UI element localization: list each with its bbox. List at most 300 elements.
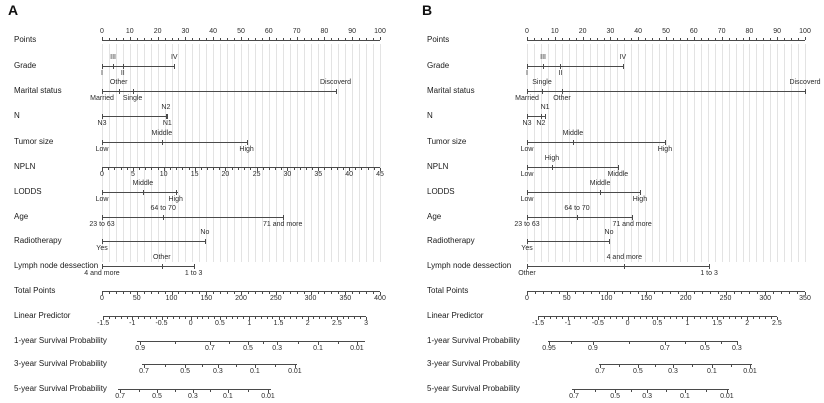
tick-mark <box>102 89 103 94</box>
tick-label: 70 <box>292 28 301 35</box>
minor-tick-mark <box>182 168 183 170</box>
minor-tick-mark <box>116 292 117 294</box>
tick-label: 0.3 <box>272 345 282 352</box>
grid-line <box>276 44 277 262</box>
minor-tick-mark <box>616 317 617 319</box>
minor-tick-mark <box>192 38 193 40</box>
tick-label: 20 <box>221 171 230 178</box>
minor-tick-mark <box>576 38 577 40</box>
tick-label: 2 <box>745 320 750 327</box>
tick-label: High <box>657 146 673 153</box>
minor-tick-mark <box>562 38 563 40</box>
minor-tick-mark <box>706 317 707 319</box>
tick-mark <box>541 114 542 119</box>
grid-line <box>597 44 598 262</box>
minor-tick-mark <box>374 168 375 170</box>
tick-label: 3 <box>364 320 369 327</box>
tick-label: 0.1 <box>223 393 233 400</box>
tick-label: Discoverd <box>319 79 352 86</box>
minor-tick-mark <box>655 365 656 367</box>
grid-line <box>555 44 556 262</box>
minor-tick-mark <box>199 292 200 294</box>
tick-label: II <box>558 70 563 77</box>
row-label: Total Points <box>427 286 469 295</box>
minor-tick-mark <box>654 292 655 294</box>
minor-tick-mark <box>236 365 237 367</box>
minor-tick-mark <box>583 292 584 294</box>
minor-tick-mark <box>127 317 128 319</box>
tick-label: Low <box>95 196 109 203</box>
row-label: 1-year Survival Probability <box>427 336 520 345</box>
tick-label: 64 to 70 <box>564 205 590 212</box>
row-label: Lymph node dessection <box>14 261 99 270</box>
minor-tick-mark <box>345 38 346 40</box>
minor-tick-mark <box>638 292 639 294</box>
minor-tick-mark <box>172 38 173 40</box>
minor-tick-mark <box>290 292 291 294</box>
grid-line <box>331 44 332 262</box>
grid-line <box>756 44 757 262</box>
minor-tick-mark <box>199 38 200 40</box>
tick-label: Low <box>520 146 534 153</box>
minor-tick-mark <box>682 317 683 319</box>
minor-tick-mark <box>630 292 631 294</box>
tick-label: 0.5 <box>610 393 620 400</box>
minor-tick-mark <box>123 38 124 40</box>
minor-tick-mark <box>312 168 313 170</box>
minor-tick-mark <box>158 168 159 170</box>
tick-label: 150 <box>640 295 653 302</box>
tick-mark <box>640 190 641 195</box>
minor-tick-mark <box>185 317 186 319</box>
row-label: LODDS <box>427 187 455 196</box>
row-label: N <box>14 111 20 120</box>
minor-tick-mark <box>281 168 282 170</box>
minor-tick-mark <box>263 168 264 170</box>
row-label: Age <box>427 212 442 221</box>
minor-tick-mark <box>773 292 774 294</box>
minor-tick-mark <box>219 168 220 170</box>
scale-line <box>548 341 738 342</box>
tick-mark <box>666 37 667 40</box>
scale-line <box>102 241 205 242</box>
tick-label: N2 <box>536 120 546 127</box>
minor-tick-mark <box>116 38 117 40</box>
scale-line <box>103 316 366 317</box>
grid-line <box>722 44 723 262</box>
minor-tick-mark <box>331 38 332 40</box>
minor-tick-mark <box>220 292 221 294</box>
scale-line <box>102 167 380 168</box>
tick-label: 10 <box>125 28 134 35</box>
minor-tick-mark <box>319 317 320 319</box>
minor-tick-mark <box>185 292 186 294</box>
tick-label: 100 <box>799 28 811 35</box>
tick-label: II <box>120 70 125 77</box>
minor-tick-mark <box>144 38 145 40</box>
tick-mark <box>352 37 353 40</box>
grid-line <box>213 44 214 262</box>
minor-tick-mark <box>735 317 736 319</box>
minor-tick-mark <box>789 292 790 294</box>
scale-line <box>102 40 380 41</box>
tick-label: 0 <box>100 171 104 178</box>
minor-tick-mark <box>592 317 593 319</box>
minor-tick-mark <box>144 292 145 294</box>
minor-tick-mark <box>338 292 339 294</box>
grid-line <box>192 44 193 262</box>
minor-tick-mark <box>248 292 249 294</box>
minor-tick-mark <box>302 317 303 319</box>
tick-label: N2 <box>161 104 171 111</box>
tick-label: 2 <box>305 320 310 327</box>
minor-tick-mark <box>741 292 742 294</box>
tick-mark <box>102 215 103 220</box>
tick-label: 1.5 <box>712 320 723 327</box>
minor-tick-mark <box>255 38 256 40</box>
grid-line <box>373 44 374 262</box>
minor-tick-mark <box>150 317 151 319</box>
tick-label: 0.5 <box>180 368 190 375</box>
scale-line <box>102 266 194 267</box>
tick-mark <box>609 239 610 244</box>
grid-line <box>701 44 702 262</box>
minor-tick-mark <box>604 317 605 319</box>
minor-tick-mark <box>248 38 249 40</box>
tick-label: 0.5 <box>215 320 225 327</box>
tick-label: 0.5 <box>700 345 710 352</box>
minor-tick-mark <box>571 342 572 344</box>
minor-tick-mark <box>311 38 312 40</box>
minor-tick-mark <box>664 317 665 319</box>
minor-tick-mark <box>590 38 591 40</box>
minor-tick-mark <box>284 317 285 319</box>
minor-tick-mark <box>749 292 750 294</box>
tick-mark <box>527 190 528 195</box>
tick-mark <box>324 37 325 40</box>
tick-label: 90 <box>348 28 357 35</box>
tick-label: 300 <box>304 295 317 302</box>
grid-line <box>680 44 681 262</box>
grid-line <box>137 44 138 262</box>
minor-tick-mark <box>574 317 575 319</box>
minor-tick-mark <box>580 317 581 319</box>
minor-tick-mark <box>723 317 724 319</box>
minor-tick-mark <box>201 168 202 170</box>
tick-label: 400 <box>374 295 386 302</box>
tick-label: 23 to 63 <box>514 221 540 228</box>
grid-line <box>784 44 785 262</box>
row-label: Tumor size <box>427 137 467 146</box>
tick-label: Single <box>122 95 143 102</box>
tick-label: 350 <box>339 295 352 302</box>
row-label: 5-year Survival Probability <box>14 384 107 393</box>
grid-line <box>158 44 159 262</box>
minor-tick-mark <box>243 317 244 319</box>
grid-line <box>736 44 737 262</box>
grid-line <box>359 44 360 262</box>
tick-label: Other <box>518 270 536 277</box>
row-label: NPLN <box>427 162 449 171</box>
minor-tick-mark <box>151 292 152 294</box>
minor-tick-mark <box>784 38 785 40</box>
tick-label: 0.01 <box>261 393 275 400</box>
minor-tick-mark <box>756 38 757 40</box>
tick-label: N1 <box>540 104 550 111</box>
minor-tick-mark <box>634 317 635 319</box>
minor-tick-mark <box>331 168 332 170</box>
grid-line <box>255 44 256 262</box>
tick-mark <box>527 215 528 220</box>
tick-mark <box>162 140 163 145</box>
tick-label: 71 and more <box>263 221 303 228</box>
tick-mark <box>562 89 563 94</box>
tick-label: 4 and more <box>606 254 643 261</box>
minor-tick-mark <box>300 168 301 170</box>
minor-tick-mark <box>325 317 326 319</box>
tick-label: 0.5 <box>633 368 643 375</box>
tick-mark <box>297 37 298 40</box>
minor-tick-mark <box>283 38 284 40</box>
grid-line <box>798 44 799 262</box>
row-label: Marital status <box>427 86 475 95</box>
tick-mark <box>694 37 695 40</box>
grid-line <box>380 44 381 262</box>
minor-tick-mark <box>359 38 360 40</box>
minor-tick-mark <box>619 365 620 367</box>
minor-tick-mark <box>151 38 152 40</box>
tick-label: 0.1 <box>313 345 323 352</box>
minor-tick-mark <box>535 292 536 294</box>
grid-line <box>185 44 186 262</box>
row-label: Grade <box>14 61 37 70</box>
grid-line <box>729 44 730 262</box>
tick-label: 60 <box>264 28 273 35</box>
tick-label: 1 to 3 <box>700 270 718 277</box>
tick-label: 23 to 63 <box>89 221 115 228</box>
tick-label: No <box>200 229 210 236</box>
minor-tick-mark <box>631 390 632 392</box>
minor-tick-mark <box>595 390 596 392</box>
tick-label: 250 <box>719 295 732 302</box>
grid-line <box>130 44 131 262</box>
minor-tick-mark <box>708 38 709 40</box>
tick-mark <box>618 165 619 170</box>
tick-mark <box>336 89 337 94</box>
minor-tick-mark <box>734 292 735 294</box>
grid-line <box>324 44 325 262</box>
grid-line <box>541 44 542 262</box>
minor-tick-mark <box>158 292 159 294</box>
scale-line <box>527 66 623 67</box>
minor-tick-mark <box>213 292 214 294</box>
tick-label: 4 and more <box>84 270 120 277</box>
grid-line <box>673 44 674 262</box>
tick-mark <box>527 64 528 69</box>
tick-label: -0.5 <box>155 320 168 327</box>
tick-mark <box>632 215 633 220</box>
minor-tick-mark <box>269 292 270 294</box>
tick-mark <box>176 190 177 195</box>
tick-mark <box>241 37 242 40</box>
tick-label: 1.5 <box>273 320 284 327</box>
tick-label: High <box>239 146 254 153</box>
minor-tick-mark <box>687 38 688 40</box>
tick-label: 0.1 <box>680 393 690 400</box>
tick-label: 300 <box>759 295 772 302</box>
tick-label: 10 <box>159 171 168 178</box>
tick-label: 100 <box>374 28 386 35</box>
grid-line <box>791 44 792 262</box>
tick-label: -1 <box>129 320 136 327</box>
tick-label: 0.1 <box>707 368 717 375</box>
minor-tick-mark <box>144 317 145 319</box>
tick-mark <box>527 114 528 119</box>
minor-tick-mark <box>262 38 263 40</box>
tick-label: 0.1 <box>250 368 260 375</box>
tick-label: 0.7 <box>569 393 579 400</box>
grid-line <box>631 44 632 262</box>
grid-line <box>749 44 750 262</box>
minor-tick-mark <box>192 292 193 294</box>
tick-label: 0.3 <box>188 393 198 400</box>
tick-label: 0.7 <box>115 393 125 400</box>
scale-line <box>102 91 336 92</box>
row-label: Linear Predictor <box>14 311 71 320</box>
minor-tick-mark <box>597 38 598 40</box>
tick-label: Other <box>109 79 128 86</box>
row-label: Radiotherapy <box>14 236 62 245</box>
tick-label: 0.7 <box>205 345 215 352</box>
grid-line <box>290 44 291 262</box>
scale-line <box>527 116 545 117</box>
scale-line <box>102 116 167 117</box>
tick-mark <box>545 114 546 119</box>
grid-line <box>220 44 221 262</box>
grid-line <box>770 44 771 262</box>
grid-line <box>638 44 639 262</box>
minor-tick-mark <box>765 317 766 319</box>
scale-line <box>527 241 609 242</box>
tick-label: IV <box>619 54 627 61</box>
grid-line <box>338 44 339 262</box>
row-label: 5-year Survival Probability <box>427 384 520 393</box>
minor-tick-mark <box>151 168 152 170</box>
minor-tick-mark <box>269 168 270 170</box>
tick-mark <box>194 264 195 269</box>
tick-label: -1.5 <box>532 320 545 327</box>
minor-tick-mark <box>741 317 742 319</box>
grid-line <box>624 44 625 262</box>
tick-label: 35 <box>314 171 323 178</box>
minor-tick-mark <box>220 38 221 40</box>
scale-line <box>102 192 178 193</box>
tick-label: 40 <box>209 28 218 35</box>
tick-mark <box>560 64 561 69</box>
tick-label: 64 to 70 <box>150 205 176 212</box>
tick-label: 0 <box>100 295 104 302</box>
minor-tick-mark <box>743 38 744 40</box>
minor-tick-mark <box>652 317 653 319</box>
tick-label: 30 <box>606 28 615 35</box>
tick-label: 30 <box>283 171 292 178</box>
panel-label-a: A <box>8 2 19 18</box>
tick-label: 0.7 <box>139 368 149 375</box>
minor-tick-mark <box>237 317 238 319</box>
grid-line <box>694 44 695 262</box>
minor-tick-mark <box>534 38 535 40</box>
minor-tick-mark <box>591 292 592 294</box>
minor-tick-mark <box>599 292 600 294</box>
minor-tick-mark <box>313 317 314 319</box>
tick-mark <box>213 37 214 40</box>
grid-line <box>227 44 228 262</box>
minor-tick-mark <box>202 365 203 367</box>
minor-tick-mark <box>255 292 256 294</box>
tick-mark <box>119 89 120 94</box>
scale-line <box>527 192 640 193</box>
tick-mark <box>577 215 578 220</box>
minor-tick-mark <box>763 38 764 40</box>
grid-line <box>366 44 367 262</box>
tick-mark <box>543 64 544 69</box>
tick-mark <box>583 37 584 40</box>
tick-label: 100 <box>600 295 613 302</box>
minor-tick-mark <box>167 317 168 319</box>
tick-label: 0.9 <box>135 345 145 352</box>
minor-tick-mark <box>173 317 174 319</box>
minor-tick-mark <box>718 292 719 294</box>
tick-label: 200 <box>679 295 692 302</box>
tick-mark <box>185 37 186 40</box>
minor-tick-mark <box>244 168 245 170</box>
tick-label: 0.3 <box>732 345 742 352</box>
row-label: Linear Predictor <box>427 311 484 320</box>
minor-tick-mark <box>700 317 701 319</box>
scale-line <box>102 142 247 143</box>
minor-tick-mark <box>622 292 623 294</box>
scale-line <box>527 217 632 218</box>
tick-mark <box>130 37 131 40</box>
minor-tick-mark <box>673 38 674 40</box>
minor-tick-mark <box>753 317 754 319</box>
tick-mark <box>174 64 175 69</box>
tick-label: 1 to 3 <box>184 270 203 277</box>
tick-label: High <box>632 196 648 203</box>
tick-mark <box>552 165 553 170</box>
minor-tick-mark <box>318 38 319 40</box>
tick-label: 80 <box>320 28 329 35</box>
minor-tick-mark <box>337 168 338 170</box>
tick-mark <box>167 114 168 119</box>
tick-label: 0.01 <box>350 345 364 352</box>
minor-tick-mark <box>127 168 128 170</box>
tick-mark <box>102 190 103 195</box>
minor-tick-mark <box>331 317 332 319</box>
grid-line <box>743 44 744 262</box>
tick-mark <box>527 165 528 170</box>
minor-tick-mark <box>178 38 179 40</box>
panel-label-b: B <box>422 2 433 18</box>
minor-tick-mark <box>227 38 228 40</box>
minor-tick-mark <box>348 317 349 319</box>
tick-label: 25 <box>252 171 261 178</box>
scale-line <box>527 40 805 41</box>
minor-tick-mark <box>165 365 166 367</box>
tick-mark <box>527 37 528 40</box>
minor-tick-mark <box>659 38 660 40</box>
tick-label: Low <box>520 196 534 203</box>
